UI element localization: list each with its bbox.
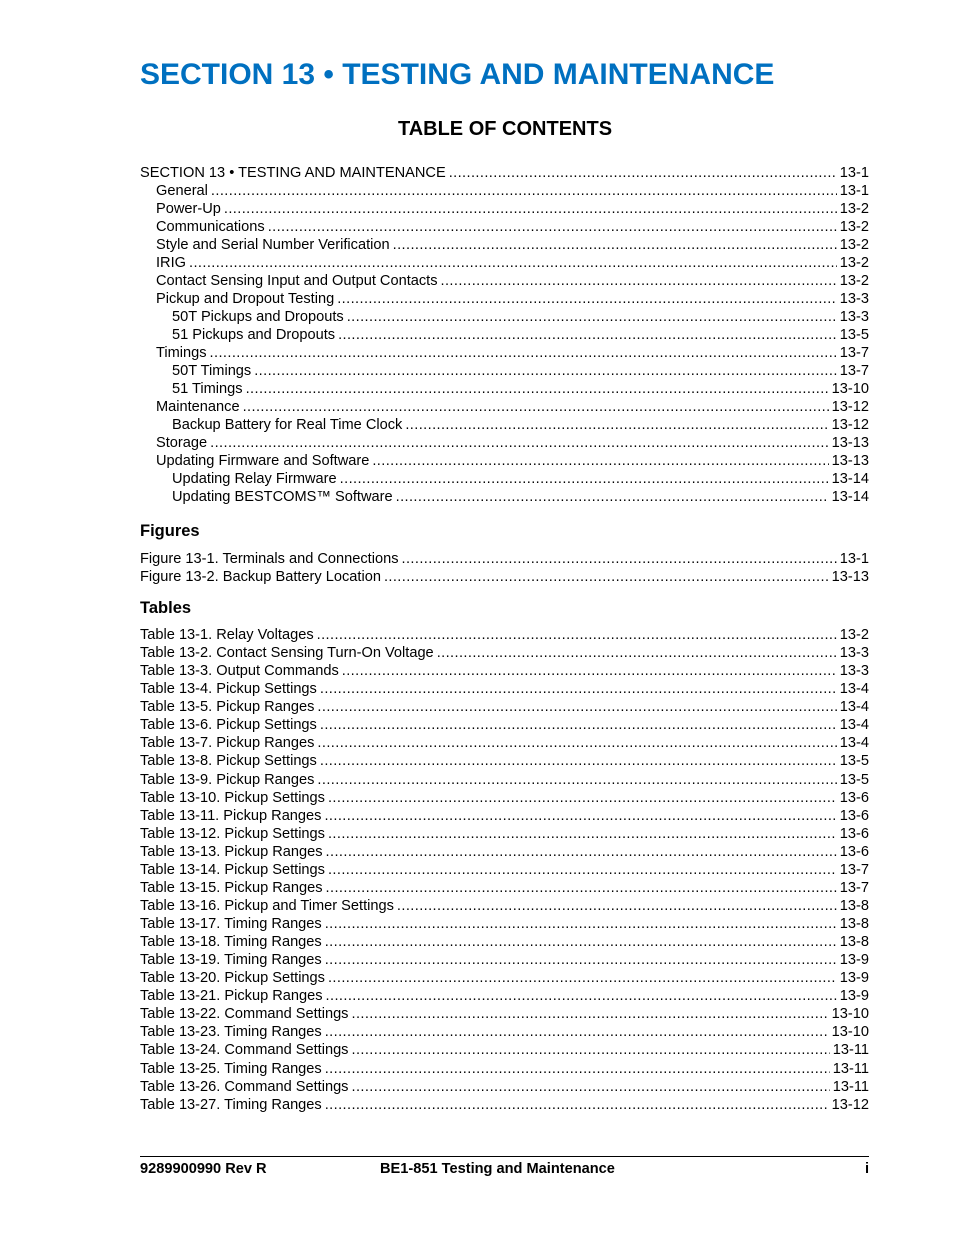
table-entry-label: Table 13-4. Pickup Settings — [140, 681, 317, 698]
toc-entry-page-number: 13-2 — [839, 201, 869, 217]
table-entry-label: Table 13-26. Command Settings — [140, 1078, 349, 1095]
table-entry[interactable] — [140, 662, 869, 680]
toc-entry[interactable] — [140, 380, 869, 398]
table-entry-page-number: 13-9 — [839, 952, 869, 969]
dot-leader — [210, 434, 829, 452]
toc-entry[interactable] — [140, 254, 869, 272]
table-entry-label: Table 13-24. Command Settings — [140, 1042, 349, 1059]
toc-entry[interactable] — [140, 200, 869, 218]
dot-leader — [372, 452, 828, 470]
dot-leader — [317, 626, 837, 644]
table-entry[interactable] — [140, 843, 869, 861]
table-entry-label: Table 13-23. Timing Ranges — [140, 1024, 322, 1041]
table-entry[interactable] — [140, 1005, 869, 1023]
table-entry-label: Table 13-20. Pickup Settings — [140, 970, 325, 987]
tables-heading: Tables — [140, 599, 192, 617]
dot-leader — [254, 362, 837, 380]
figure-entry-label: Figure 13-1. Terminals and Connections — [140, 551, 399, 567]
figure-entry-page-number: 13-13 — [831, 569, 869, 585]
table-entry-page-number: 13-11 — [832, 1060, 869, 1077]
toc-entry-label: 51 Timings — [172, 381, 243, 397]
dot-leader — [246, 380, 829, 398]
table-entry[interactable] — [140, 879, 869, 897]
table-entry-page-number: 13-7 — [839, 861, 869, 878]
toc-entry-label: Pickup and Dropout Testing — [156, 291, 335, 307]
toc-entry-page-number: 13-12 — [831, 417, 869, 433]
toc-entry-page-number: 13-10 — [831, 381, 869, 397]
table-entry[interactable] — [140, 951, 869, 969]
footer-rule — [140, 1156, 869, 1157]
table-entry[interactable] — [140, 825, 869, 843]
table-entry-label: Table 13-1. Relay Voltages — [140, 627, 314, 643]
toc-entry-label: Power-Up — [156, 201, 221, 217]
table-entry-label: Table 13-8. Pickup Settings — [140, 753, 317, 770]
table-entry-label: Table 13-16. Pickup and Timer Settings — [140, 897, 394, 914]
toc-entry[interactable] — [140, 218, 869, 236]
table-entry[interactable] — [140, 987, 869, 1005]
dot-leader — [338, 326, 837, 344]
toc-entry[interactable] — [140, 182, 869, 200]
dot-leader — [325, 915, 837, 933]
toc-entry[interactable] — [140, 362, 869, 380]
dot-leader — [351, 1078, 829, 1096]
table-entry-label: Table 13-6. Pickup Settings — [140, 717, 317, 734]
toc-entry[interactable] — [140, 326, 869, 344]
table-entry-label: Table 13-17. Timing Ranges — [140, 916, 322, 932]
table-entry-page-number: 13-8 — [839, 897, 869, 914]
table-entry[interactable] — [140, 1060, 869, 1078]
table-entry[interactable] — [140, 807, 869, 825]
table-entry-page-number: 13-6 — [839, 807, 869, 824]
dot-leader — [328, 969, 837, 987]
toc-entry-label: SECTION 13 • TESTING AND MAINTENANCE — [140, 165, 446, 181]
dot-leader — [320, 680, 837, 698]
table-entry[interactable] — [140, 698, 869, 716]
table-of-contents — [140, 164, 869, 506]
dot-leader — [325, 1096, 829, 1114]
dot-leader — [441, 272, 837, 290]
toc-entry-label: 50T Pickups and Dropouts — [172, 309, 344, 325]
toc-entry[interactable] — [140, 398, 869, 416]
table-entry-label: Table 13-18. Timing Ranges — [140, 934, 322, 951]
dot-leader — [325, 1023, 829, 1041]
dot-leader — [351, 1005, 828, 1023]
table-entry-label: Table 13-27. Timing Ranges — [140, 1096, 322, 1113]
toc-entry-page-number: 13-1 — [839, 183, 869, 199]
table-entry[interactable] — [140, 1023, 869, 1041]
table-entry[interactable] — [140, 933, 869, 951]
dot-leader — [317, 698, 836, 716]
toc-entry[interactable] — [140, 452, 869, 470]
table-entry-page-number: 13-9 — [839, 988, 869, 1005]
table-entry-page-number: 13-6 — [839, 789, 869, 806]
figure-entry[interactable] — [140, 550, 869, 568]
toc-entry-page-number: 13-2 — [839, 255, 869, 271]
table-entry[interactable] — [140, 897, 869, 915]
table-entry-label: Table 13-25. Timing Ranges — [140, 1060, 322, 1077]
dot-leader — [342, 662, 837, 680]
table-entry-page-number: 13-12 — [831, 1096, 869, 1113]
table-entry-label: Table 13-19. Timing Ranges — [140, 952, 322, 969]
table-entry-page-number: 13-4 — [839, 735, 869, 752]
table-entry-page-number: 13-11 — [832, 1078, 869, 1095]
dot-leader — [396, 488, 829, 506]
dot-leader — [317, 771, 836, 789]
toc-entry-page-number: 13-2 — [839, 273, 869, 289]
toc-entry[interactable] — [140, 308, 869, 326]
toc-entry-label: Communications — [156, 219, 265, 235]
table-entry-page-number: 13-4 — [839, 681, 869, 698]
figure-entry[interactable] — [140, 568, 869, 586]
dot-leader — [325, 951, 837, 969]
table-entry-label: Table 13-10. Pickup Settings — [140, 789, 325, 806]
dot-leader — [325, 1060, 830, 1078]
dot-leader — [397, 897, 837, 915]
toc-entry-page-number: 13-13 — [831, 435, 869, 451]
dot-leader — [317, 734, 836, 752]
toc-title: TABLE OF CONTENTS — [397, 118, 613, 140]
toc-entry-label: Maintenance — [156, 399, 240, 415]
footer-doc-number: 9289900990 Rev R — [140, 1161, 267, 1177]
toc-entry-page-number: 13-2 — [839, 237, 869, 253]
table-entry-label: Table 13-21. Pickup Ranges — [140, 988, 323, 1005]
dot-leader — [384, 568, 829, 586]
table-entry-page-number: 13-10 — [831, 1006, 869, 1023]
table-entry-page-number: 13-8 — [839, 934, 869, 951]
table-entry-page-number: 13-11 — [832, 1042, 869, 1059]
toc-entry[interactable] — [140, 488, 869, 506]
dot-leader — [328, 789, 837, 807]
toc-entry-page-number: 13-12 — [831, 399, 869, 415]
list-of-figures — [140, 550, 869, 586]
table-entry[interactable] — [140, 789, 869, 807]
table-entry-label: Table 13-2. Contact Sensing Turn-On Voltage — [140, 645, 434, 662]
toc-entry[interactable] — [140, 434, 869, 452]
table-entry[interactable] — [140, 1041, 869, 1059]
table-entry-page-number: 13-9 — [839, 970, 869, 987]
toc-entry-label: Updating Relay Firmware — [172, 471, 337, 487]
table-entry[interactable] — [140, 626, 869, 644]
dot-leader — [268, 218, 837, 236]
toc-entry-page-number: 13-5 — [839, 327, 869, 343]
table-entry-page-number: 13-10 — [831, 1024, 869, 1041]
table-entry[interactable] — [140, 734, 869, 752]
table-entry-label: Table 13-7. Pickup Ranges — [140, 735, 315, 752]
dot-leader — [320, 752, 837, 770]
dot-leader — [402, 550, 837, 568]
toc-entry-label: General — [156, 183, 208, 199]
table-entry-page-number: 13-4 — [839, 717, 869, 734]
toc-entry-page-number: 13-7 — [839, 363, 869, 379]
table-entry-label: Table 13-22. Command Settings — [140, 1006, 349, 1023]
toc-entry-page-number: 13-14 — [831, 489, 869, 505]
dot-leader — [405, 416, 828, 434]
table-entry-page-number: 13-5 — [839, 753, 869, 770]
table-entry-page-number: 13-2 — [839, 627, 869, 643]
toc-entry-label: IRIG — [156, 255, 186, 271]
dot-leader — [320, 716, 837, 734]
dot-leader — [393, 236, 837, 254]
dot-leader — [324, 807, 836, 825]
toc-entry[interactable] — [140, 416, 869, 434]
toc-entry-page-number: 13-7 — [839, 345, 869, 361]
dot-leader — [326, 879, 837, 897]
dot-leader — [243, 398, 829, 416]
toc-entry[interactable] — [140, 164, 869, 182]
footer-page-number: i — [864, 1161, 869, 1177]
toc-entry[interactable] — [140, 470, 869, 488]
table-entry[interactable] — [140, 716, 869, 734]
dot-leader — [351, 1041, 829, 1059]
table-entry-page-number: 13-8 — [839, 916, 869, 932]
toc-entry-label: Updating BESTCOMS™ Software — [172, 489, 393, 505]
table-entry[interactable] — [140, 915, 869, 933]
table-entry-label: Table 13-14. Pickup Settings — [140, 861, 325, 878]
table-entry[interactable] — [140, 644, 869, 662]
figure-entry-label: Figure 13-2. Backup Battery Location — [140, 569, 381, 585]
toc-entry-page-number: 13-3 — [839, 291, 869, 307]
table-entry-page-number: 13-6 — [839, 843, 869, 860]
table-entry-label: Table 13-11. Pickup Ranges — [140, 807, 322, 824]
table-entry[interactable] — [140, 969, 869, 987]
table-entry-label: Table 13-5. Pickup Ranges — [140, 699, 315, 716]
toc-entry-label: 51 Pickups and Dropouts — [172, 327, 336, 343]
toc-entry-label: Timings — [156, 345, 207, 361]
dot-leader — [449, 164, 837, 182]
table-entry-page-number: 13-4 — [839, 699, 869, 716]
table-entry-page-number: 13-3 — [839, 645, 869, 662]
table-entry[interactable] — [140, 680, 869, 698]
toc-entry-page-number: 13-3 — [839, 309, 869, 325]
table-entry-label: Table 13-13. Pickup Ranges — [140, 843, 323, 860]
page-footer — [140, 1160, 869, 1178]
toc-entry-label: 50T Timings — [172, 363, 252, 379]
toc-entry-label: Storage — [156, 435, 208, 451]
dot-leader — [210, 344, 837, 362]
table-entry-page-number: 13-5 — [839, 771, 869, 788]
figures-heading: Figures — [140, 522, 200, 540]
dot-leader — [337, 290, 837, 308]
toc-entry-label: Updating Firmware and Software — [156, 453, 370, 469]
dot-leader — [328, 861, 837, 879]
table-entry-label: Table 13-12. Pickup Settings — [140, 825, 325, 842]
table-entry-label: Table 13-15. Pickup Ranges — [140, 879, 323, 896]
toc-entry-label: Contact Sensing Input and Output Contacts — [156, 273, 438, 289]
dot-leader — [224, 200, 837, 218]
table-entry[interactable] — [140, 1078, 869, 1096]
figure-entry-page-number: 13-1 — [839, 551, 869, 567]
section-title: SECTION 13 • TESTING AND MAINTENANCE — [140, 58, 775, 91]
toc-entry[interactable] — [140, 272, 869, 290]
dot-leader — [211, 182, 837, 200]
toc-entry[interactable] — [140, 236, 869, 254]
list-of-tables — [140, 626, 869, 1114]
table-entry[interactable] — [140, 771, 869, 789]
table-entry[interactable] — [140, 1096, 869, 1114]
toc-entry-page-number: 13-14 — [831, 471, 869, 487]
table-entry[interactable] — [140, 752, 869, 770]
table-entry-page-number: 13-7 — [839, 879, 869, 896]
toc-entry-page-number: 13-1 — [839, 165, 869, 181]
dot-leader — [328, 825, 837, 843]
table-entry-label: Table 13-9. Pickup Ranges — [140, 771, 315, 788]
dot-leader — [347, 308, 837, 326]
dot-leader — [437, 644, 837, 662]
table-entry-label: Table 13-3. Output Commands — [140, 663, 339, 680]
table-entry[interactable] — [140, 861, 869, 879]
dot-leader — [189, 254, 837, 272]
dot-leader — [326, 987, 837, 1005]
toc-entry-label: Style and Serial Number Verification — [156, 237, 390, 253]
toc-entry-page-number: 13-2 — [839, 219, 869, 235]
table-entry-page-number: 13-6 — [839, 825, 869, 842]
toc-entry[interactable] — [140, 344, 869, 362]
table-entry-page-number: 13-3 — [839, 663, 869, 680]
dot-leader — [326, 843, 837, 861]
dot-leader — [340, 470, 829, 488]
toc-entry-page-number: 13-13 — [831, 453, 869, 469]
dot-leader — [325, 933, 837, 951]
toc-entry[interactable] — [140, 290, 869, 308]
toc-entry-label: Backup Battery for Real Time Clock — [172, 417, 403, 433]
footer-doc-title: BE1-851 Testing and Maintenance — [380, 1161, 615, 1177]
